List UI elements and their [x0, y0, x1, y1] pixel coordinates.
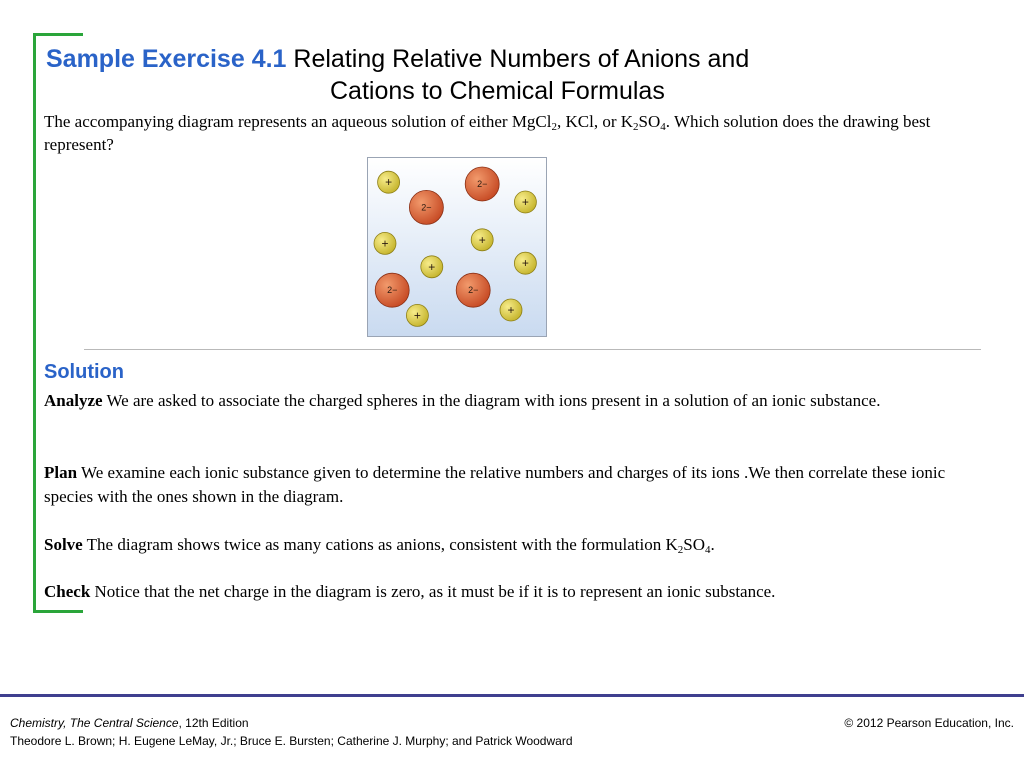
anion-sphere	[456, 273, 490, 307]
cation-charge-label: +	[521, 256, 529, 271]
question-part: , KCl, or K	[557, 112, 634, 131]
cation-sphere	[374, 232, 396, 254]
cation-sphere	[406, 304, 428, 326]
book-title: Chemistry, The Central Science	[10, 716, 179, 730]
anion-charge-label: 2−	[421, 202, 432, 213]
cation-sphere	[471, 229, 493, 251]
footer-citation	[10, 714, 573, 750]
subscript: 2	[677, 544, 684, 556]
subscript: 4	[660, 121, 666, 133]
cation-sphere	[514, 191, 536, 213]
analyze-text: We are asked to associate the charged spheres in the diagram with ions present in a solution of an ionic substance.	[102, 391, 881, 410]
anion-charge-label: 2−	[468, 285, 479, 296]
anion-charge-label: 2−	[477, 179, 488, 189]
cation-sphere	[421, 256, 443, 278]
cation-charge-label: +	[428, 259, 436, 274]
cation-charge-label: +	[521, 195, 529, 209]
plan-paragraph	[44, 461, 974, 509]
anion-sphere	[375, 273, 409, 307]
solve-paragraph	[44, 533, 974, 557]
cation-sphere	[500, 299, 522, 321]
anion-sphere	[409, 190, 443, 224]
subscript: 2	[551, 121, 557, 133]
book-authors: Theodore L. Brown; H. Eugene LeMay, Jr.; Bruce E. Bursten; Catherine J. Murphy; and Patrick Woodward	[10, 734, 573, 748]
anion-sphere	[465, 167, 499, 201]
copyright: © 2012 Pearson Education, Inc.	[844, 716, 1014, 730]
section-divider	[84, 349, 981, 350]
check-paragraph	[44, 580, 974, 604]
cation-sphere	[514, 252, 536, 274]
footer-rule	[0, 694, 1024, 697]
solve-label: Solve	[44, 535, 83, 554]
book-edition: , 12th Edition	[178, 716, 249, 730]
exercise-label: Sample Exercise 4.1	[46, 45, 287, 73]
slide-title	[46, 43, 906, 107]
question-part: SO	[638, 112, 661, 131]
solve-text: .	[710, 535, 715, 554]
plan-label: Plan	[44, 463, 78, 482]
cation-charge-label: +	[478, 232, 486, 247]
cation-sphere	[378, 171, 400, 193]
subscript: 2	[633, 121, 639, 133]
cation-charge-label: +	[413, 308, 421, 323]
anion-charge-label: 2−	[387, 285, 398, 296]
question-part: The accompanying diagram represents an aqueous solution of either MgCl	[44, 112, 552, 131]
question-part: . Which solution does the drawing best represent?	[44, 112, 931, 154]
title-line-1: Relating Relative Numbers of Anions and	[293, 45, 750, 73]
check-label: Check	[44, 582, 91, 601]
question-text	[44, 110, 974, 156]
analyze-label: Analyze	[44, 391, 103, 410]
solution-heading: Solution	[44, 361, 124, 383]
cation-charge-label: +	[507, 303, 515, 317]
cation-charge-label: +	[385, 175, 393, 190]
solve-text: The diagram shows twice as many cations as anions, consistent with the formulation K	[82, 535, 678, 554]
cation-charge-label: +	[381, 236, 389, 251]
plan-text: We examine each ionic substance given to determine the relative numbers and charges of its ions .We then correlate these ionic species with the ones shown in the diagram.	[44, 463, 946, 506]
ion-diagram	[367, 157, 547, 337]
analyze-paragraph	[44, 389, 974, 413]
subscript: 4	[705, 544, 711, 556]
check-text: Notice that the net charge in the diagram is zero, as it must be if it is to represent an ionic substance.	[90, 582, 776, 601]
solve-text: SO	[683, 535, 706, 554]
title-line-2: Cations to Chemical Formulas	[330, 77, 665, 105]
